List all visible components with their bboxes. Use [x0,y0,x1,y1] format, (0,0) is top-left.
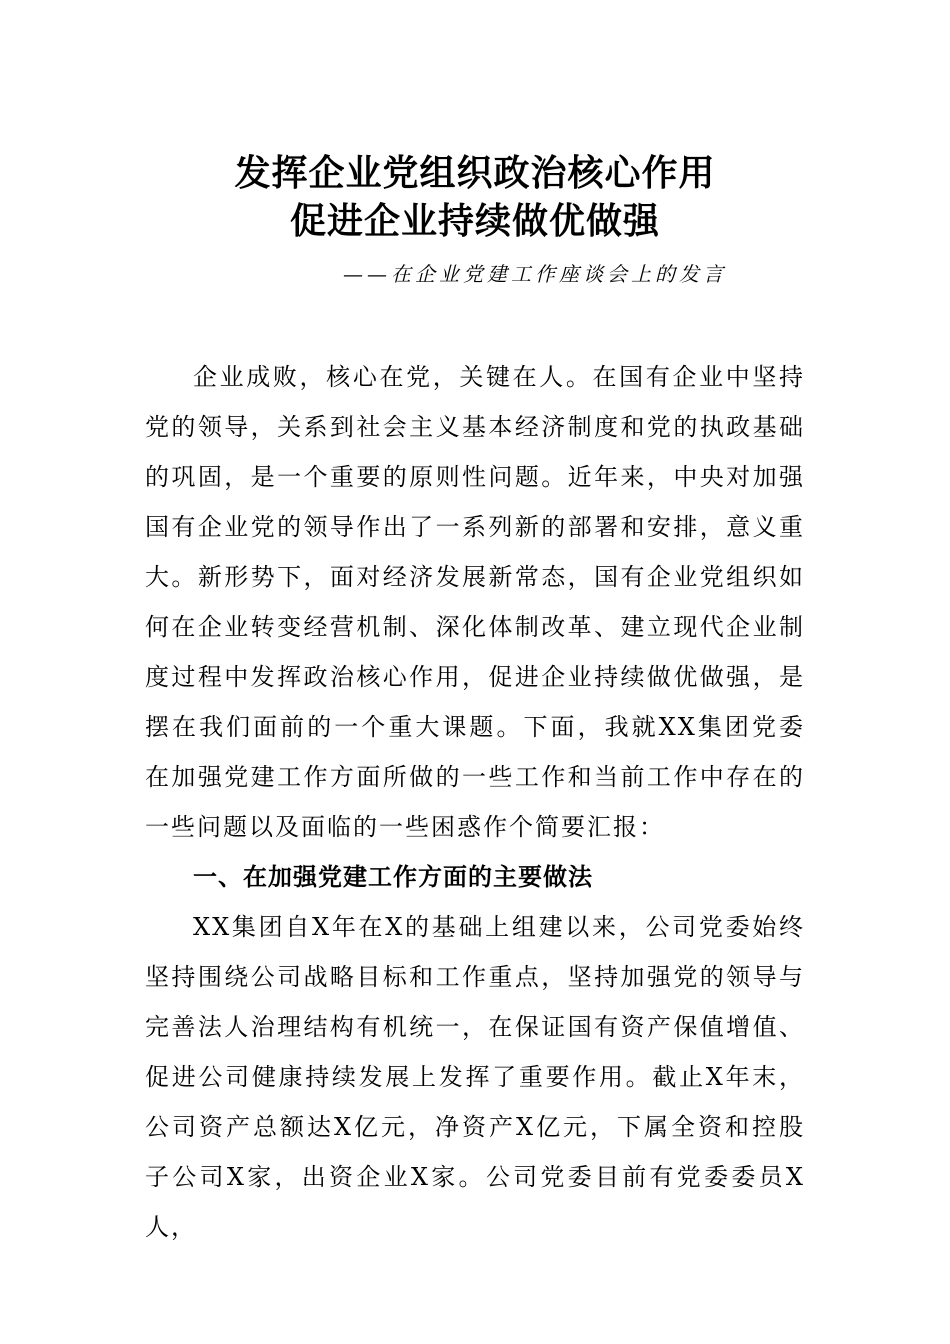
intro-paragraph: 企业成败，核心在党，关键在人。在国有企业中坚持党的领导，关系到社会主义基本经济制度和党的执政基础的巩固，是一个重要的原则性问题。近年来，中央对加强国有企业党的领导作出了一系列新的部署和安排，意义重大。新形势下，面对经济发展新常态，国有企业党组织如何在企业转变经营机制、深化体制改革、建立现代企业制度过程中发挥政治核心作用，促进企业持续做优做强，是摆在我们面前的一个重大课题。下面，我就XX集团党委在加强党建工作方面所做的一些工作和当前工作中存在的一些问题以及面临的一些困惑作个简要汇报： [145,363,805,841]
section-heading: 一、在加强党建工作方面的主要做法 [193,863,593,891]
document-title-line-1: 发挥企业党组织政治核心作用 [234,153,716,194]
document-title-line-2: 促进企业持续做优做强 [289,201,660,242]
document-subtitle: ——在企业党建工作座谈会上的发言 [343,262,727,286]
section-paragraph: XX集团自X年在X的基础上组建以来，公司党委始终坚持围绕公司战略目标和工作重点，坚持加强党的领导与完善法人治理结构有机统一，在保证国有资产保值增值、促进公司健康持续发展上发挥了重要作用。截止X年末，公司资产总额达X亿元，净资产X亿元，下属全资和控股子公司X家，出资企业X家。公司党委目前有党委委员X人， [145,913,805,1241]
document-body [145,352,805,1252]
